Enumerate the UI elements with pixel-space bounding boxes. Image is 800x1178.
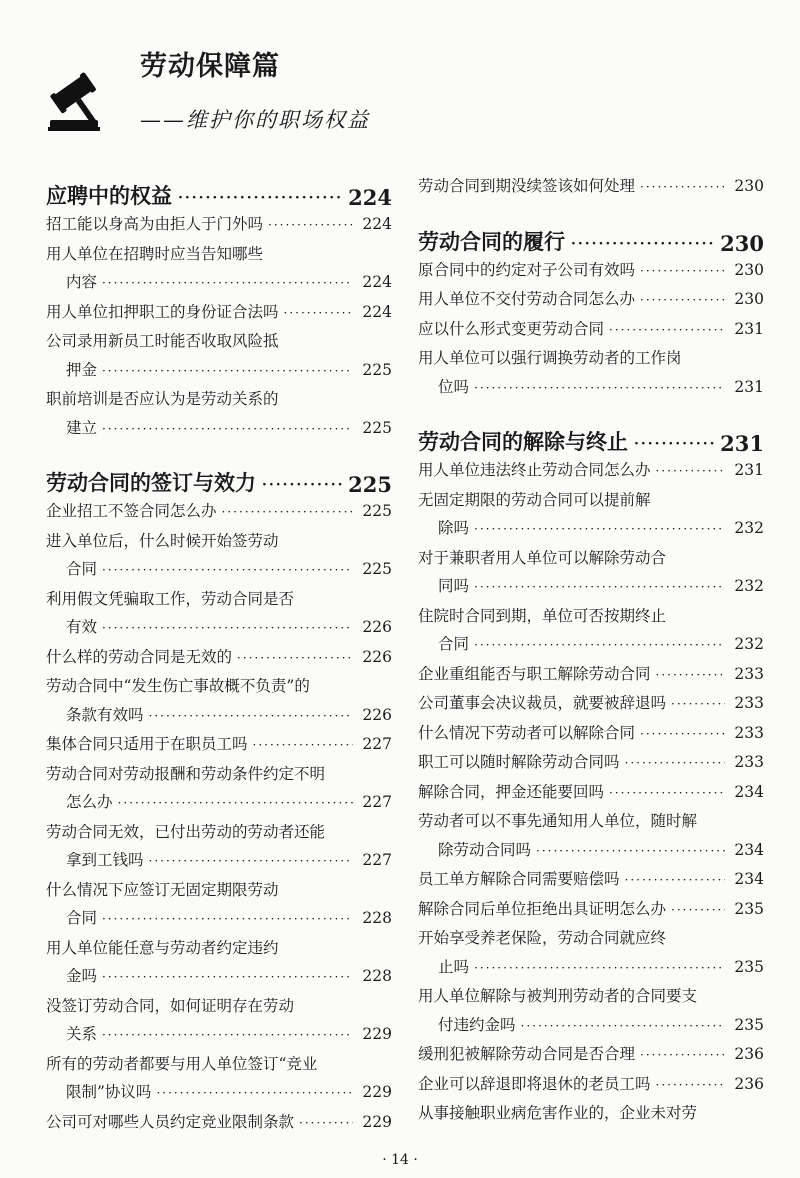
toc-entry-line [46,934,392,963]
entry-page: 234 [734,840,764,859]
entry-text: 关系 [66,1025,98,1043]
entry-text: 条款有效吗 [66,705,144,724]
entry-text: 位吗 [438,377,470,396]
toc-entry[interactable] [418,807,764,865]
leader-dots [102,963,353,992]
toc-entry-line [46,356,392,386]
toc-entry-line [46,992,392,1021]
entry-text: 内容 [66,273,98,291]
toc-section-heading[interactable] [418,210,764,256]
leader-dots [474,515,725,544]
toc-entry[interactable] [418,982,764,1040]
chapter-title: 劳动保障篇 [140,51,280,82]
toc-entry-line [46,1050,392,1079]
leader-dots [237,644,353,673]
leader-dots [640,173,725,202]
leader-dots [284,299,353,328]
toc-entry-line [418,982,764,1011]
toc-entry-line [418,315,764,345]
toc-entry-line [46,876,392,905]
entry-page: 233 [734,664,764,683]
entry-text: 止吗 [438,957,470,976]
toc-entry[interactable] [46,585,392,643]
toc-entry-line [418,689,764,719]
toc-entry[interactable] [418,1099,764,1128]
toc-entry-line [418,807,764,836]
toc-entry-line [46,643,392,673]
toc-entry-line [46,672,392,701]
entry-text: 公司录用新员工时能否收取风险抵 [46,332,279,350]
toc-entry-line [418,1040,764,1070]
leader-dots [102,905,353,934]
entry-page: 224 [362,302,392,321]
leader-dots [671,896,725,925]
leader-dots [299,1109,353,1138]
toc-entry[interactable] [418,602,764,660]
entry-text: 所有的劳动者都要与用人单位签订“竞业 [46,1054,318,1073]
entry-text: 拿到工钱吗 [66,851,144,869]
entry-text: 同吗 [438,577,470,595]
leader-dots [474,374,725,403]
entry-text: 劳动合同到期没续签该如何处理 [418,177,636,195]
toc-entry[interactable] [46,876,392,934]
leader-dots [536,837,725,866]
leader-dots [656,661,725,690]
leader-dots [634,436,714,456]
entry-text: 住院时合同到期，单位可否按期终止 [418,606,667,625]
section-page: 231 [720,431,764,456]
entry-text: 用人单位扣押职工的身份证合法吗 [46,302,279,321]
toc-entry[interactable] [46,760,392,818]
entry-page: 233 [734,694,764,712]
entry-page: 224 [362,273,392,291]
entry-page: 227 [362,851,392,869]
entry-text: 开始享受养老保险，劳动合同就应终 [418,929,667,947]
toc-entry-line [46,760,392,789]
entry-text: 招工能以身高为由拒人于门外吗 [46,215,264,233]
entry-text: 限制”协议吗 [66,1083,152,1101]
leader-dots [625,866,725,895]
entry-text: 除吗 [438,519,470,537]
entry-page: 230 [734,177,764,195]
toc-entry-line [418,895,764,925]
entry-page: 235 [734,1015,764,1034]
entry-text: 从事接触职业病危害作业的，企业未对劳 [418,1104,698,1122]
leader-dots [656,457,725,486]
entry-page: 226 [362,618,392,636]
leader-dots [253,731,353,760]
entry-text: 公司董事会决议裁员，就要被辞退吗 [418,694,667,712]
entry-text: 怎么办 [66,793,113,811]
entry-text: 利用假文凭骗取工作，劳动合同是否 [46,589,295,608]
leader-dots [640,257,725,286]
leader-dots [102,357,353,386]
toc-entry-line [46,818,392,847]
toc-section-heading[interactable] [418,410,764,456]
toc-entry-line [418,486,764,515]
leader-dots [102,415,353,444]
toc-entry[interactable] [46,1050,392,1108]
leader-dots [474,954,725,983]
toc-entry[interactable] [418,895,764,925]
section-title: 劳动合同的解除与终止 [418,429,628,454]
entry-text: 付违约金吗 [438,1015,516,1034]
toc-entry-line [46,1020,392,1050]
toc-entry[interactable] [418,172,764,202]
chapter-subtitle: ——维护你的职场权益 [140,108,370,132]
entry-page: 226 [362,647,392,666]
entry-page: 233 [734,723,764,742]
entry-text: 劳动合同中“发生伤亡事故概不负责”的 [46,677,310,695]
toc-entry[interactable] [418,689,764,719]
entry-page: 226 [362,705,392,724]
entry-page: 225 [362,560,392,578]
toc-entry-line [46,1078,392,1108]
leader-dots [268,211,353,240]
entry-page: 225 [362,502,392,520]
toc-entry[interactable] [418,1040,764,1070]
toc-entry-line [46,414,392,444]
entry-text: 建立 [66,418,98,437]
toc-entry[interactable] [418,660,764,690]
toc-entry[interactable] [46,818,392,876]
entry-text: 合同 [66,909,98,927]
entry-text: 什么情况下劳动者可以解除合同 [418,723,636,742]
entry-text: 金吗 [66,967,98,985]
entry-text: 用人单位可以强行调换劳动者的工作岗 [418,349,682,367]
entry-text: 进入单位后，什么时候开始签劳动 [46,531,279,550]
entry-page: 227 [362,735,392,753]
toc-entry-line [46,846,392,876]
toc-entry-line [46,555,392,585]
toc-entry-line [46,788,392,818]
entry-text: 缓刑犯被解除劳动合同是否合理 [418,1045,636,1063]
toc-entry[interactable] [46,240,392,298]
toc-entry-line [46,298,392,328]
toc-section-heading[interactable] [46,451,392,497]
leader-dots [474,573,725,602]
section-page: 224 [348,185,392,210]
entry-text: 员工单方解除合同需要赔偿吗 [418,870,620,888]
toc-left-column [46,172,392,1137]
toc-entry-line [418,719,764,749]
toc-entry-line [418,602,764,631]
toc-entry-line [46,240,392,269]
section-title: 应聘中的权益 [46,183,172,208]
toc-entry-line [418,1011,764,1041]
entry-page: 230 [734,260,764,279]
toc-entry-line [418,544,764,573]
entry-page: 229 [362,1025,392,1043]
toc-entry-line [418,660,764,690]
toc-entry[interactable] [418,456,764,486]
entry-text: 职前培训是否应认为是劳动关系的 [46,390,279,408]
toc-entry-line [46,585,392,614]
toc-entry-line [418,865,764,895]
toc-entry-line [46,497,392,527]
leader-dots [609,779,725,808]
toc-section-heading[interactable] [46,172,392,210]
leader-dots [262,477,342,497]
toc-entry[interactable] [418,719,764,749]
entry-text: 除劳动合同吗 [438,840,532,859]
toc-entry[interactable] [418,865,764,895]
toc-entry-line [46,962,392,992]
toc-entry[interactable] [418,256,764,286]
leader-dots [149,847,353,876]
toc-entry[interactable] [46,672,392,730]
entry-text: 公司可对哪些人员约定竞业限制条款 [46,1112,295,1131]
toc-entry-line [46,210,392,240]
entry-page: 225 [362,418,392,437]
leader-dots [656,1071,725,1100]
entry-text: 押金 [66,360,98,379]
entry-text: 用人单位违法终止劳动合同怎么办 [418,461,651,479]
entry-text: 用人单位解除与被判刑劳动者的合同要支 [418,987,698,1005]
toc-entry[interactable] [46,210,392,240]
leader-dots [178,190,342,210]
entry-text: 集体合同只适用于在职员工吗 [46,735,248,753]
toc-entry-line [418,778,764,808]
section-page: 230 [720,230,764,256]
toc-entry-line [418,748,764,778]
entry-text: 企业招工不签合同怎么办 [46,502,217,520]
leader-dots [156,1079,353,1108]
leader-dots [102,1021,353,1050]
entry-text: 企业可以辞退即将退休的老员工吗 [418,1074,651,1093]
toc-entry[interactable] [46,497,392,527]
entry-page: 231 [734,319,764,338]
toc-entry-line [418,373,764,403]
toc-entry[interactable] [46,527,392,585]
entry-text: 合同 [66,560,98,578]
leader-dots [609,316,725,345]
entry-page: 236 [734,1074,764,1093]
entry-text: 对于兼职者用人单位可以解除劳动合 [418,548,667,567]
leader-dots [118,789,353,818]
section-page: 225 [348,472,392,497]
toc-entry-line [46,701,392,731]
toc-entry-line [46,327,392,356]
toc-entry[interactable] [418,778,764,808]
gavel-icon [48,68,118,133]
toc-entry-line [418,172,764,202]
entry-text: 劳动者可以不事先通知用人单位，随时解 [418,812,698,830]
leader-dots [222,498,353,527]
entry-text: 企业重组能否与职工解除劳动合同 [418,664,651,683]
entry-page: 229 [362,1083,392,1101]
toc-entry-line [418,836,764,866]
toc-entry-line [418,630,764,660]
toc-entry[interactable] [46,992,392,1050]
entry-text: 无固定期限的劳动合同可以提前解 [418,490,651,509]
entry-text: 用人单位在招聘时应当告知哪些 [46,244,264,263]
toc-entry-line [46,904,392,934]
toc-entry-line [418,344,764,373]
leader-dots [102,269,353,298]
toc-entry[interactable] [418,924,764,982]
leader-dots [102,614,353,643]
entry-text: 解除合同后单位拒绝出具证明怎么办 [418,899,667,918]
section-title: 劳动合同的履行 [418,228,565,254]
entry-text: 职工可以随时解除劳动合同吗 [418,753,620,771]
entry-text: 用人单位能任意与劳动者约定违约 [46,938,279,957]
entry-text: 原合同中的约定对子公司有效吗 [418,260,636,279]
entry-page: 236 [734,1045,764,1063]
toc-entry[interactable] [46,385,392,443]
toc-entry[interactable] [418,285,764,315]
entry-text: 劳动合同对劳动报酬和劳动条件约定不明 [46,764,326,783]
toc-entry-line [418,514,764,544]
entry-page: 231 [734,461,764,479]
toc-entry[interactable] [46,934,392,992]
entry-page: 233 [734,753,764,771]
entry-text: 什么样的劳动合同是无效的 [46,647,233,666]
entry-text: 解除合同，押金还能要回吗 [418,782,605,801]
toc-entry[interactable] [46,298,392,328]
entry-text: 合同 [438,635,470,653]
entry-page: 224 [362,215,392,233]
entry-page: 231 [734,377,764,396]
entry-page: 232 [734,577,764,595]
entry-page: 229 [362,1112,392,1131]
entry-page: 234 [734,782,764,801]
toc-entry-line [418,924,764,953]
leader-dots [149,702,353,731]
entry-text: 没签订劳动合同，如何证明存在劳动 [46,996,295,1015]
toc-right-column [418,172,764,1128]
toc-entry-line [46,385,392,414]
entry-text: 应以什么形式变更劳动合同 [418,319,605,338]
toc-entry-line [418,953,764,983]
toc-entry-line [418,456,764,486]
entry-page: 232 [734,519,764,537]
entry-text: 什么情况下应签订无固定期限劳动 [46,880,279,899]
entry-text: 用人单位不交付劳动合同怎么办 [418,290,636,308]
entry-page: 228 [362,909,392,927]
entry-page: 235 [734,957,764,976]
leader-dots [521,1012,725,1041]
leader-dots [102,556,353,585]
toc-entry[interactable] [418,1070,764,1100]
entry-page: 234 [734,870,764,888]
toc-entry-line [418,1070,764,1100]
entry-page: 232 [734,635,764,653]
toc-entry-line [418,256,764,286]
toc-entry[interactable] [418,748,764,778]
toc-entry-line [418,285,764,315]
toc-entry[interactable] [418,344,764,402]
leader-dots [671,690,725,719]
toc-entry[interactable] [46,643,392,673]
toc-entry[interactable] [418,315,764,345]
toc-entry-line [418,1099,764,1128]
toc-entry[interactable] [418,544,764,602]
leader-dots [640,720,725,749]
entry-page: 230 [734,290,764,308]
leader-dots [640,286,725,315]
toc-entry-line [46,730,392,760]
leader-dots [625,749,725,778]
chapter-header [0,0,800,160]
leader-dots [571,236,714,256]
entry-page: 225 [362,360,392,379]
toc-entry[interactable] [46,1108,392,1138]
toc-entry-line [46,268,392,298]
toc-entry-line [46,1108,392,1138]
toc-entry[interactable] [46,730,392,760]
toc-entry[interactable] [418,486,764,544]
leader-dots [474,631,725,660]
toc-entry-line [46,527,392,556]
page-number: · 14 · [382,1152,418,1168]
entry-page: 228 [362,967,392,985]
toc-entry[interactable] [46,327,392,385]
toc-entry-line [418,572,764,602]
section-title: 劳动合同的签订与效力 [46,470,256,495]
entry-text: 有效 [66,618,98,636]
leader-dots [640,1041,725,1070]
entry-page: 235 [734,899,764,918]
entry-page: 227 [362,793,392,811]
entry-text: 劳动合同无效，已付出劳动的劳动者还能 [46,822,326,841]
toc-entry-line [46,613,392,643]
